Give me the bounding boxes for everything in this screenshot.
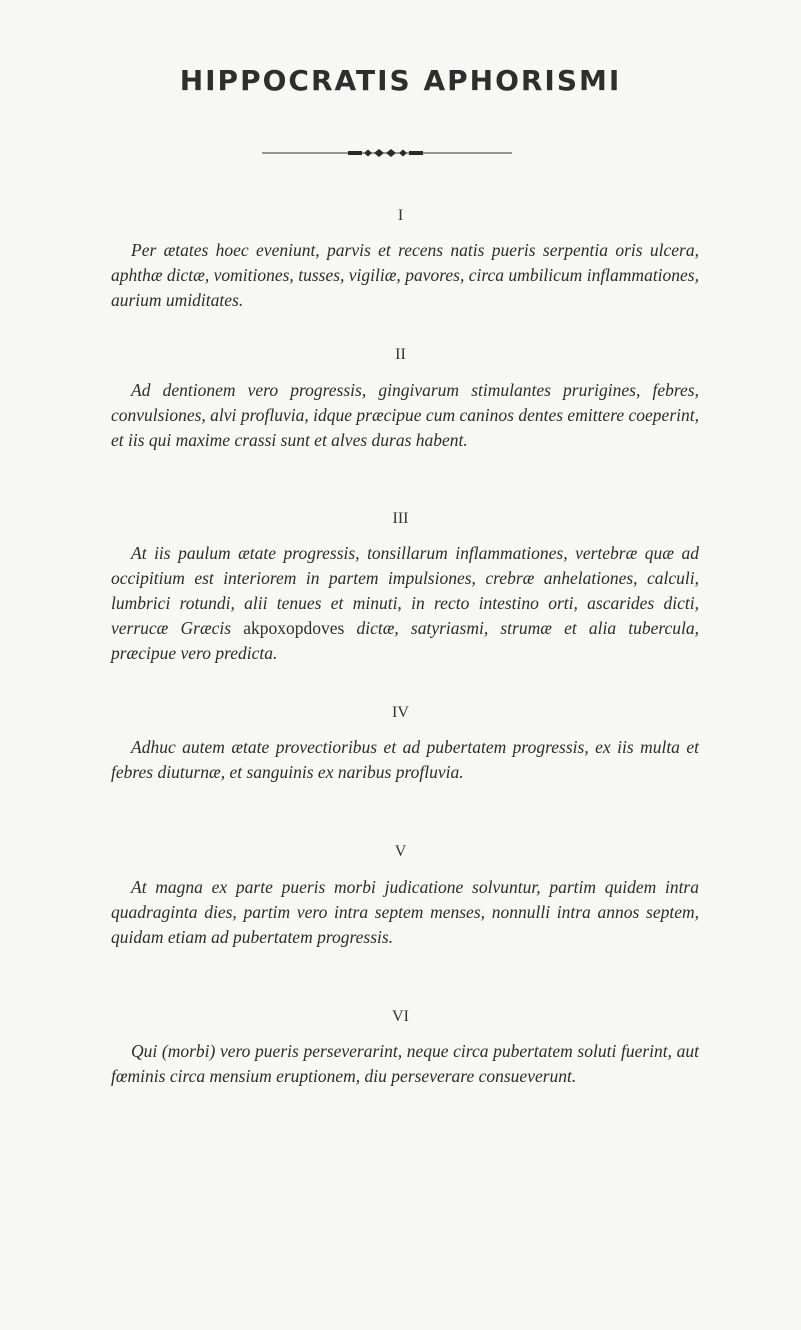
page-title: HIPPOCRATIS APHORISMI: [179, 64, 622, 97]
aphorism-text-3: [111, 541, 699, 666]
aphorism-number-1: I: [397, 207, 404, 224]
aphorism-text-6: Qui (morbi) vero pueris perseverarint, neque circa pubertatem soluti fuerint, aut fœminis circa mensium eruptionem, diu perseverare consueverunt.: [111, 1041, 699, 1086]
aphorism-text-2: Ad dentionem vero progressis, gingivarum stimulantes prurigines, febres, convulsiones, alvi profluvia, idque præcipue cum caninos dentes emittere coeperint, et iis qui maxime crassi sunt et alves duras habent.: [111, 380, 699, 450]
aphorism-text-5: At magna ex parte pueris morbi judicatione solvuntur, partim quidem intra quadraginta dies, partim vero intra septem menses, nonnulli intra annos septem, quidam etiam ad pubertatem progressis.: [111, 877, 699, 947]
aphorism-text-1: Per ætates hoec eveniunt, parvis et recens natis pueris serpentia oris ulcera, aphthæ dictæ, vomitiones, tusses, vigiliæ, pavores, circa umbilicum inflammationes, aurium umiditates.: [111, 240, 699, 310]
aphorism-number-3: III: [392, 510, 409, 527]
aphorism-number-4: IV: [392, 704, 409, 721]
title-ornament-rule: [262, 147, 512, 159]
aphorism-number-2: II: [395, 346, 406, 363]
aphorism-text-3-part-1: At iis paulum ætate progressis, tonsillarum inflammationes, vertebræ quæ ad occipitium est interiorem in partem impulsiones, crebræ anhelationes, calculi, lumbrici rotundi, alii tenues et minuti, in recto intestino orti, ascarides dicti, verrucæ Græcis: [111, 543, 699, 638]
aphorism-text-3-part-2: dictæ, satyriasmi, strumæ et alia tubercula, præcipue vero predicta.: [111, 618, 700, 663]
aphorism-number-6: VI: [392, 1008, 409, 1025]
greek-term: akpoxopdoves: [243, 618, 345, 638]
aphorism-text-4: Adhuc autem ætate provectioribus et ad pubertatem progressis, ex iis multa et febres diuturnæ, et sanguinis ex naribus profluvia.: [111, 737, 699, 782]
aphorism-number-5: V: [394, 843, 407, 860]
